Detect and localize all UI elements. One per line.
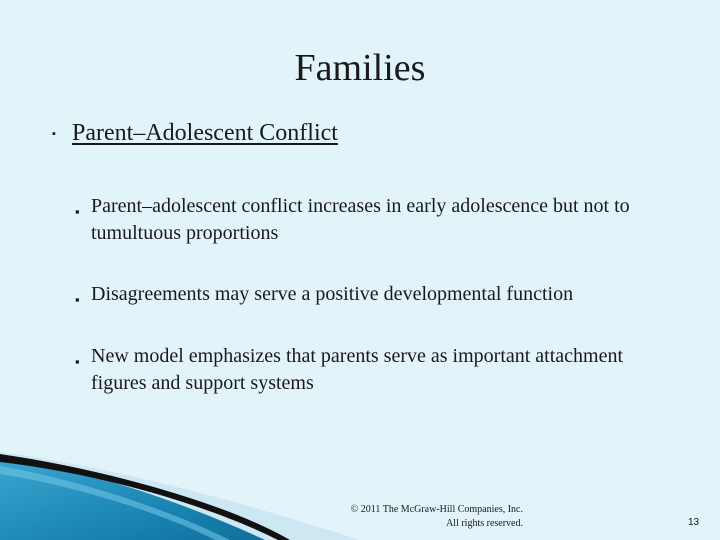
- list-item-text: New model emphasizes that parents serve as important attachment figures and support systems: [91, 345, 624, 394]
- square-bullet-icon: ▪: [75, 204, 80, 219]
- list-item: [75, 343, 675, 397]
- list-item-text: Disagreements may serve a positive developmental function: [91, 283, 574, 305]
- list-item: [75, 281, 675, 308]
- square-bullet-icon: ▪: [75, 292, 80, 307]
- heading-text: Parent–Adolescent Conflict: [72, 120, 338, 146]
- page-number: 13: [688, 517, 700, 528]
- square-bullet-icon: ▪: [52, 128, 56, 140]
- copyright-notice: [340, 503, 523, 531]
- list-item-text: Parent–adolescent conflict increases in early adolescence but not to tumultuous proportions: [91, 195, 630, 244]
- list-item: [75, 193, 675, 247]
- copyright-line: © 2011 The McGraw-Hill Companies, Inc.: [350, 504, 523, 515]
- copyright-line: All rights reserved.: [446, 518, 523, 529]
- square-bullet-icon: ▪: [75, 354, 80, 369]
- slide-title: Families: [294, 47, 426, 89]
